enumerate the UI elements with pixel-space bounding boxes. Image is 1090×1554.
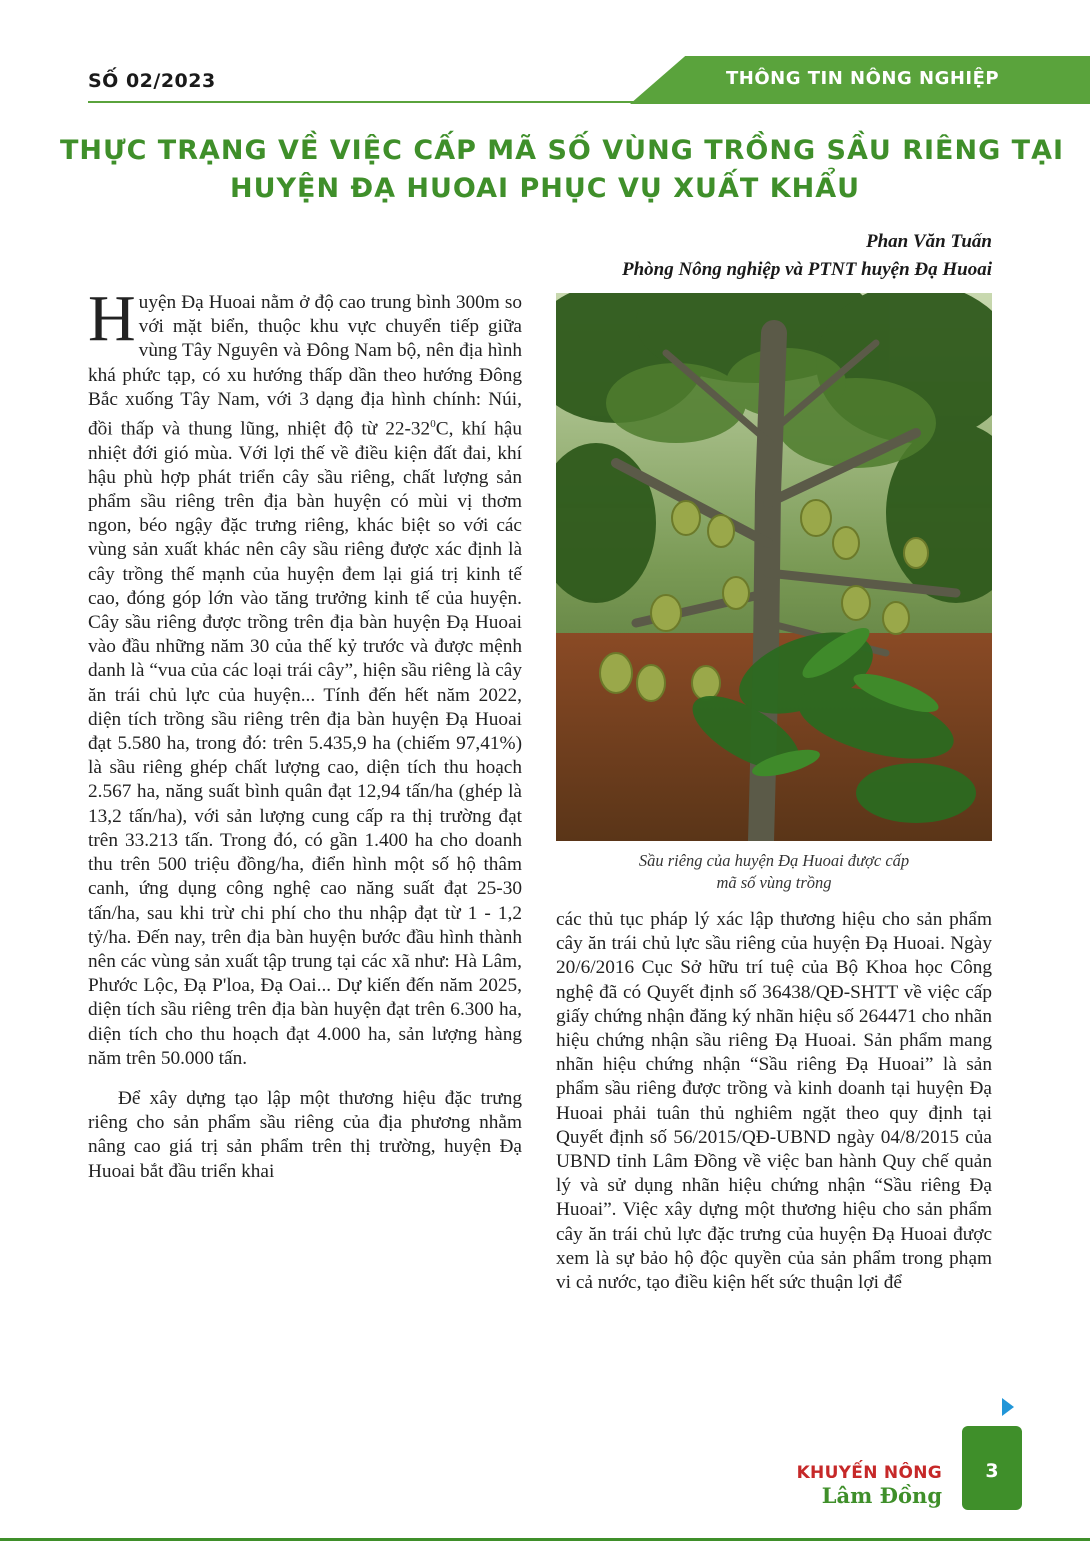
paragraph-1-text-b: C, khí hậu nhiệt đới gió mùa. Với lợi thế về điều kiện đất đai, khí hậu phù hợp phát triển cây sầu riêng, chất lượng sản phẩm sầu riêng trên địa bàn huyện có mùi vị thơm ngon, béo ngậy đặc trưng riêng, khác biệt so với các vùng sản xuất khác nên cây sầu riêng được xác định là cây trồng thế mạnh của huyện đem lại giá trị kinh tế cao, đóng góp lớn vào tăng trưởng kinh tế của huyện. Cây sầu riêng được trồng trên địa bàn huyện Đạ Huoai vào đầu những năm 30 của thế kỷ trước và được mệnh danh là “vua của các loại trái cây”, hiện sầu riêng là cây ăn trái chủ lực của huyện... Tính đến hết năm 2022, diện tích trồng sầu riêng trên địa bàn huyện Đạ Huoai đạt 5.580 ha, trong đó: trên 5.435,9 ha (chiếm 97,41%) là sầu riêng ghép chất lượng cao, diện tích thu hoạch 2.567 ha, năng suất bình quân đạt 12,94 tấn/ha (ghép là 13,2 tấn/ha), với sản lượng cung cấp ra thị trường đạt trên 33.213 tấn. Trong đó, có gần 1.400 ha cho doanh thu trên 500 triệu đồng/ha, điển hình một số hộ thâm canh, ứng dụng công nghệ cao năng suất đạt 25-30 tấn/ha, sau khi trừ chi phí cho thu nhập đạt từ 1 - 1,2 tỷ/ha. Đến nay, trên địa bàn huyện bước đầu hình thành nên các vùng sản xuất tập trung tại các xã như: Hà Lâm, Phước Lộc, Đạ P'loa, Đạ Oai... Dự kiến đến năm 2025, diện tích sầu riêng trên địa bàn huyện đạt trên 6.300 ha, diện tích cho thu hoạch đạt 4.000 ha, sản lượng hàng năm trên 50.000 tấn. [88,418,522,1069]
article-title-line-1: THỰC TRẠNG VỀ VIỆC CẤP MÃ SỐ VÙNG TRỒNG SẦU RIÊNG TẠI [60,135,1065,166]
drop-cap: H [88,282,136,355]
author-affiliation: Phòng Nông nghiệp và PTNT huyện Đạ Huoai [621,259,992,280]
article-title [60,132,1065,208]
degree-superscript: 0 [430,418,436,431]
photo-caption [556,850,992,894]
continue-arrow-icon [1002,1398,1014,1416]
column-left [88,282,522,1184]
author-name: Phan Văn Tuấn [865,231,992,252]
paragraph-3: các thủ tục pháp lý xác lập thương hiệu cho sản phẩm cây ăn trái chủ lực sầu riêng của huyện Đạ Huoai. Ngày 20/6/2016 Cục Sở hữu trí tuệ của Bộ Khoa học Công nghệ đã có Quyết định số 36438/QĐ-SHTT về việc cấp giấy chứng nhận đăng ký nhãn hiệu số 264471 cho nhãn hiệu chứng nhận sầu riêng Đạ Huoai. Sản phẩm mang nhãn hiệu chứng nhận “Sầu riêng Đạ Huoai” là sản phẩm sầu riêng được trồng và kinh doanh tại huyện Đạ Huoai phải tuân thủ nghiêm ngặt theo quy định tại Quyết định số 56/2015/QĐ-UBND ngày 04/8/2015 của UBND tỉnh Lâm Đồng về việc ban hành Quy chế quản lý và sử dụng nhãn hiệu chứng nhận “Sầu riêng Đạ Huoai”. Việc xây dựng một thương hiệu cho sản phẩm cây ăn trái chủ lực đặc trưng của huyện Đạ Huoai được xem là sự bảo hộ độc quyền của sản phẩm trong phạm vi cả nước, tạo điều kiện hết sức thuận lợi để [556,909,992,1294]
paragraph-1 [88,282,522,1071]
photo-caption-line-2: mã số vùng trồng [716,873,832,892]
section-title: THÔNG TIN NÔNG NGHIỆP [726,68,1000,89]
paragraph-1-text-a: uyện Đạ Huoai nằm ở độ cao trung bình 300m so với mặt biển, thuộc khu vực chuyển tiếp giữa vùng Tây Nguyên và Đông Nam bộ, nên địa hình khá phức tạp, có xu hướng thấp dần theo hướng Đông Bắc xuống Tây Nam, với 3 dạng địa hình chính: Núi, đồi thấp và thung lũng, nhiệt độ từ 22-32 [88,292,522,440]
magazine-logo-top: KHUYẾN NÔNG [796,1463,942,1483]
photo-caption-line-1: Sầu riêng của huyện Đạ Huoai được cấp [638,851,910,870]
column-right [556,908,992,1295]
paragraph-2: Để xây dựng tạo lập một thương hiệu đặc trưng riêng cho sản phẩm sầu riêng của địa phương nhằm nâng cao giá trị sản phẩm trên thị trường, huyện Đạ Huoai bắt đầu triển khai [88,1087,522,1182]
byline [622,228,992,284]
issue-number: SỐ 02/2023 [88,70,216,92]
magazine-logo-bottom: Lâm Đồng [821,1483,942,1508]
durian-tree-photo [556,293,992,841]
page-number: 3 [985,1460,999,1482]
article-title-line-2: HUYỆN ĐẠ HUOAI PHỤC VỤ XUẤT KHẨU [229,173,861,204]
footer-rule [0,1538,1090,1541]
header-rule [88,101,688,103]
